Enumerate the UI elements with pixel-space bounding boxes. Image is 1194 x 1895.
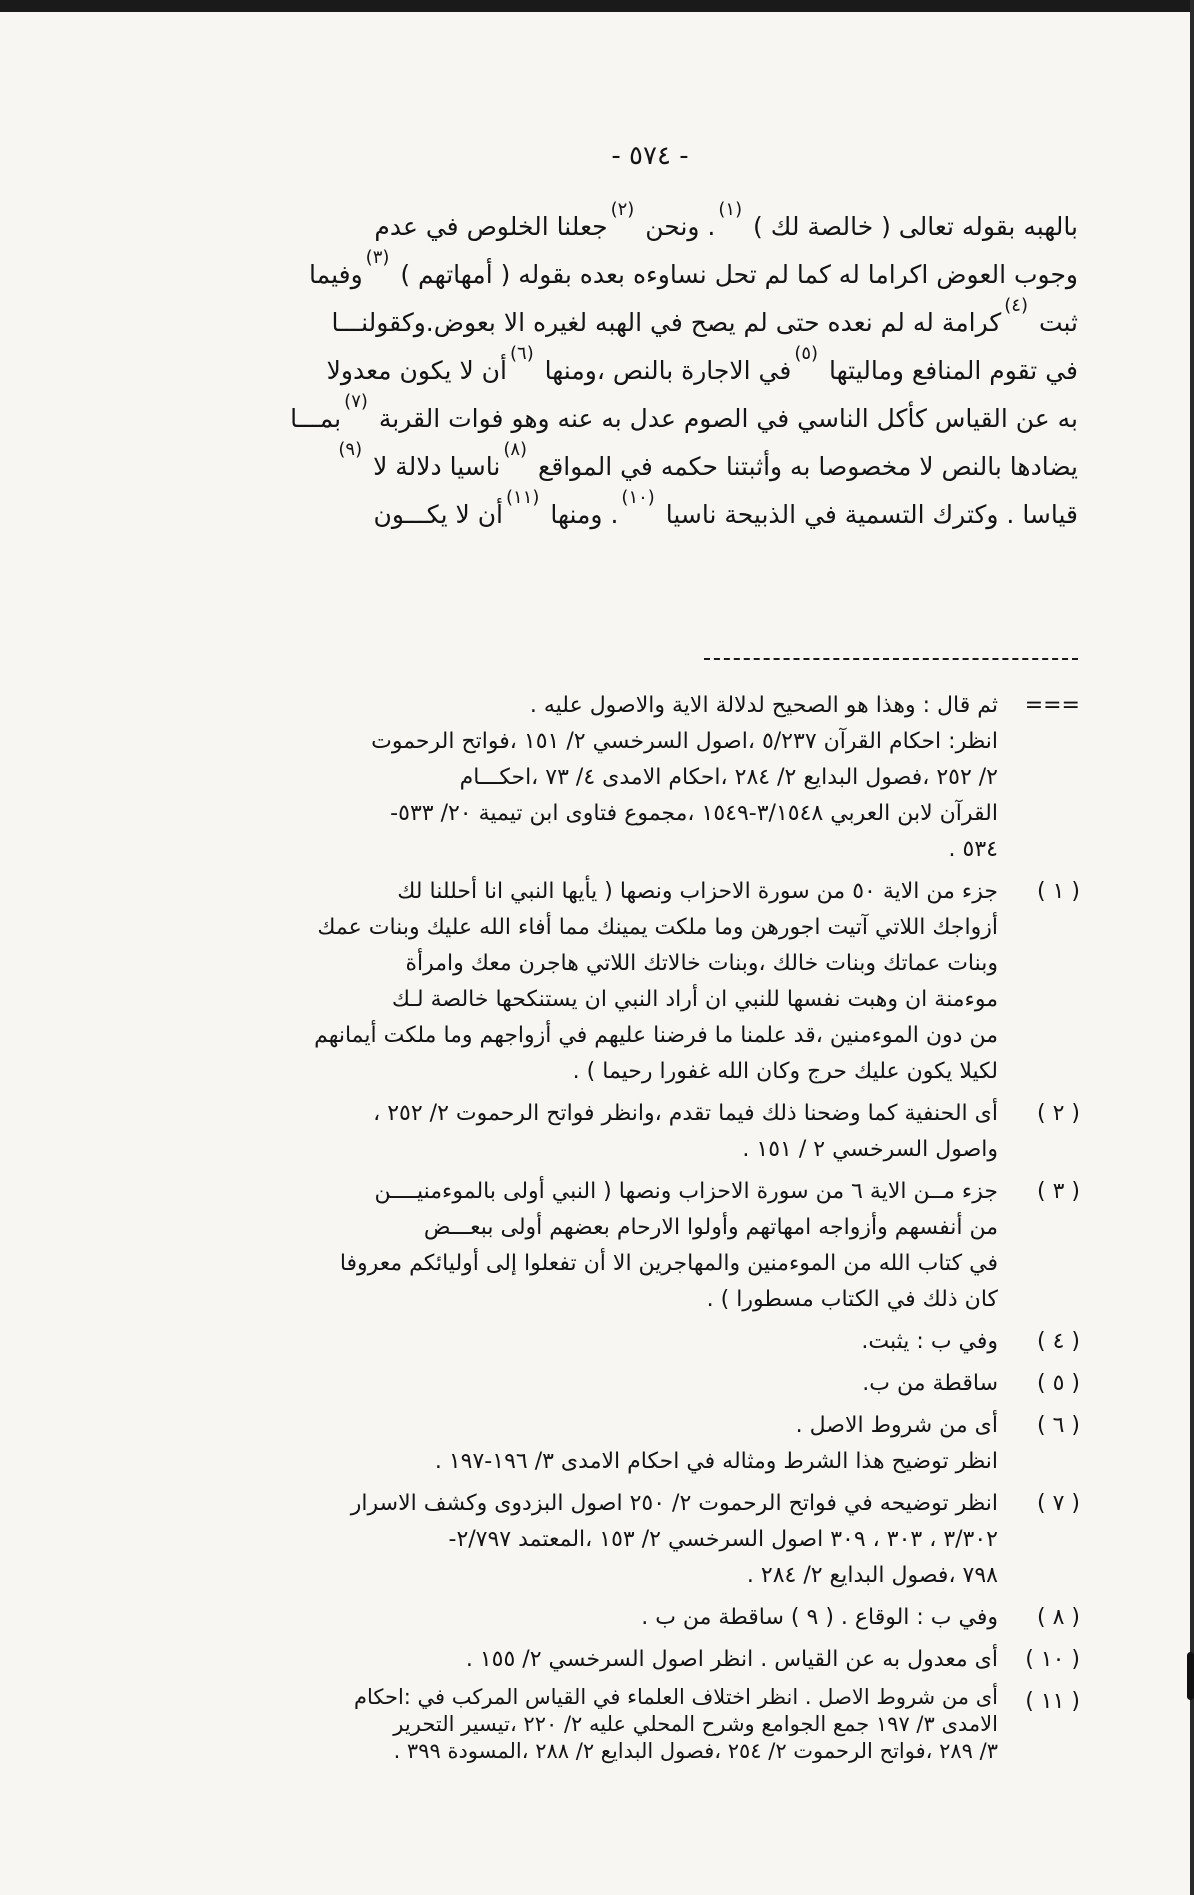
footnote-line: من دون الموءمنين ،قد علمنا ما فرضنا عليهم في أزواجهم وما ملكت أيمانهم (314, 1023, 998, 1048)
footnote-line: جزء مــن الاية ٦ من سورة الاحزاب ونصها ( النبي أولى بالموءمنيــــن (374, 1179, 998, 1204)
body-text: جعلنا الخلوص في عدم (374, 212, 608, 241)
footnote-line: وفي ب : الوقاع . ( ٩ ) ساقطة من ب . (641, 1605, 998, 1630)
footnote-line: وبنات عماتك وبنات خالك ،وبنات خالاتك اللاتي هاجرن معك وامرأة (405, 951, 998, 976)
footnote-row (150, 1486, 1080, 1594)
body-text: في تقوم المنافع ومالیتها (821, 356, 1078, 385)
footnote-row (150, 874, 1080, 1090)
footnote-row (150, 1684, 1080, 1765)
footnote-row (150, 1642, 1080, 1678)
footnote-body (150, 1642, 998, 1678)
footnote-line: من أنفسهم وأزواجه امهاتهم وأولوا الارحام بعضهم أولى ببعـــض (423, 1215, 998, 1240)
footnote-line: أى من شروط الاصل . (795, 1413, 998, 1438)
footnote-line: ٧٩٨ ،فصول البدايع ٢/ ٢٨٤ . (746, 1563, 998, 1588)
footnote-body (150, 874, 998, 1090)
scan-top-edge (0, 0, 1194, 12)
body-line (190, 247, 1078, 295)
body-line (190, 391, 1078, 439)
footnote-label: ( ٥ ) (1037, 1371, 1080, 1396)
footnote-label: ( ٦ ) (1037, 1413, 1080, 1438)
scan-edge-mark (1187, 1652, 1194, 1700)
footnote-line: ساقطة من ب. (862, 1371, 998, 1396)
body-line (190, 439, 1078, 487)
footnote-line: انظر: احكام القرآن ٥/٢٣٧ ،اصول السرخسي ٢/ ١٥١ ،فواتح الرحموت (371, 729, 998, 754)
footnote-row (150, 1408, 1080, 1480)
footnote-row (150, 1174, 1080, 1318)
body-text: أن لا يكون معدولا (326, 356, 507, 385)
footnote-marker: (١) (718, 199, 743, 220)
footnote-line: ٥٣٤ . (948, 837, 998, 862)
footnote-line: ٢/ ٢٥٢ ،فصول البدايع ٢/ ٢٨٤ ،احكام الامدى ٤/ ٧٣ ،احكـــام (459, 765, 998, 790)
footnote-row (150, 1096, 1080, 1168)
footnote-marker: (١٠) (621, 487, 655, 508)
body-text: يضادها بالنص لا مخصوصا به وأثبتنا حكمه في المواقع (530, 452, 1078, 481)
footnote-row (150, 688, 1080, 868)
footnote-marker: (٢) (610, 199, 635, 220)
footnote-row (150, 1600, 1080, 1636)
footnote-line: انظر توضيحه في فواتح الرحموت ٢/ ٢٥٠ اصول البزدوى وكشف الاسرار (350, 1491, 998, 1516)
footnote-body (150, 1600, 998, 1636)
footnote-body (150, 1174, 998, 1318)
footnote-line: وفي ب : يثبت. (861, 1329, 998, 1354)
footnote-line: في كتاب الله من الموءمنين والمهاجرين الا أن تفعلوا إلى أوليائكم معروفا (339, 1251, 998, 1276)
footnote-row (150, 1324, 1080, 1360)
footnote-marker: (٣) (365, 247, 390, 268)
footnote-body (150, 1684, 998, 1765)
footnote-body (150, 1096, 998, 1168)
footnote-line: الامدى ٣/ ١٩٧ جمع الجوامع وشرح المحلي عليه ٢/ ٢٢٠ ،تيسير التحرير (393, 1712, 998, 1736)
body-text: أن لا يكـــون (373, 500, 503, 529)
footnote-line: ٣/٣٠٢ ، ٣٠٣ ، ٣٠٩ اصول السرخسي ٢/ ١٥٣ ،المعتمد ٢/٧٩٧- (448, 1527, 998, 1552)
footnote-marker: (٧) (344, 391, 368, 412)
body-line (190, 295, 1078, 343)
footnote-line: ٣/ ٢٨٩ ،فواتح الرحموت ٢/ ٢٥٤ ،فصول البدايع ٢/ ٢٨٨ ،المسودة ٣٩٩ . (393, 1739, 998, 1763)
footnote-line: أزواجك اللاتي آتيت اجورهن وما ملكت يمينك مما أفاء الله عليك وبنات عمك (317, 915, 998, 940)
body-text: به عن القياس كأكل الناسي في الصوم عدل به عنه وهو فوات القربة (370, 404, 1078, 433)
footnote-marker: (٩) (338, 439, 363, 460)
body-line (190, 343, 1078, 391)
footnote-label: ( ٣ ) (1037, 1179, 1080, 1204)
footnotes (150, 688, 1080, 1771)
body-line (190, 199, 1078, 247)
footnote-marker: (٦) (509, 343, 534, 364)
footnote-label: === (1024, 693, 1080, 718)
body-text: وجوب العوض اكراما له كما لم تحل نساوءه بعده بقوله ( أمهاتهم ) (392, 260, 1078, 289)
body-text: بمـــا (290, 404, 342, 433)
body-text: قياسا . وكترك التسمية في الذبيحة ناسيا (657, 500, 1078, 529)
scan-right-edge (1190, 0, 1194, 1895)
body-text: في الاجارة بالنص ،ومنها (536, 356, 792, 385)
footnote-body (150, 1486, 998, 1594)
body-text: كرامة له لم نعده حتى لم يصح في الهبه لغيره الا بعوض.وكقولنـــا (331, 308, 1002, 337)
footnote-marker: (١١) (506, 487, 540, 508)
footnote-line: ثم قال : وهذا هو الصحيح لدلالة الاية والاصول عليه . (529, 693, 998, 718)
footnote-line: موءمنة ان وهبت نفسها للنبي ان أراد النبي ان يستنكحها خالصة لـك (391, 987, 998, 1012)
footnote-line: انظر توضيح هذا الشرط ومثاله في احكام الامدى ٣/ ١٩٦-١٩٧ . (434, 1449, 998, 1474)
body-text: ثبت (1031, 308, 1078, 337)
body-text: . ونحن (637, 212, 716, 241)
footnote-row (150, 1366, 1080, 1402)
page-number: - ٥٧٤ - (611, 141, 689, 171)
body-text: بالهبه بقوله تعالى ( خالصة لك ) (745, 212, 1078, 241)
body-text: . ومنها (542, 500, 619, 529)
footnote-marker: (٤) (1004, 295, 1028, 316)
footnote-body (150, 1408, 998, 1480)
footnote-line: واصول السرخسي ٢ / ١٥١ . (742, 1137, 998, 1162)
footnote-body (150, 688, 998, 868)
body-text: وفيما (309, 260, 363, 289)
footnote-label: ( ٨ ) (1037, 1605, 1080, 1630)
body-line (190, 487, 1078, 535)
footnote-label: ( ٧ ) (1037, 1491, 1080, 1516)
footnote-label: ( ١ ) (1037, 879, 1080, 904)
footnote-label: ( ١١ ) (1025, 1689, 1080, 1714)
footnote-separator (704, 658, 1078, 660)
body-text: ناسيا دلالة لا (365, 452, 501, 481)
footnote-line: أى الحنفية كما وضحنا ذلك فيما تقدم ،وانظر فواتح الرحموت ٢/ ٢٥٢ ، (373, 1101, 998, 1126)
footnote-line: جزء من الاية ٥٠ من سورة الاحزاب ونصها ( يأيها النبي انا أحللنا لك (397, 879, 998, 904)
footnote-label: ( ٤ ) (1037, 1329, 1080, 1354)
footnote-label: ( ٢ ) (1037, 1101, 1080, 1126)
footnote-marker: (٥) (794, 343, 819, 364)
footnote-line: أى معدول به عن القياس . انظر اصول السرخسي ٢/ ١٥٥ . (465, 1647, 998, 1672)
footnote-label: ( ١٠ ) (1025, 1647, 1080, 1672)
footnote-line: أى من شروط الاصل . انظر اختلاف العلماء في القياس المركب في :احكام (353, 1685, 998, 1709)
footnote-body (150, 1324, 998, 1360)
footnote-body (150, 1366, 998, 1402)
footnote-line: لكيلا يكون عليك حرج وكان الله غفورا رحيما ) . (572, 1059, 998, 1084)
footnote-marker: (٨) (503, 439, 528, 460)
footnote-line: كان ذلك في الكتاب مسطورا ) . (706, 1287, 998, 1312)
footnote-line: القرآن لابن العربي ٣/١٥٤٨-١٥٤٩ ،مجموع فتاوى ابن تيمية ٢٠/ ٥٣٣- (390, 801, 998, 826)
